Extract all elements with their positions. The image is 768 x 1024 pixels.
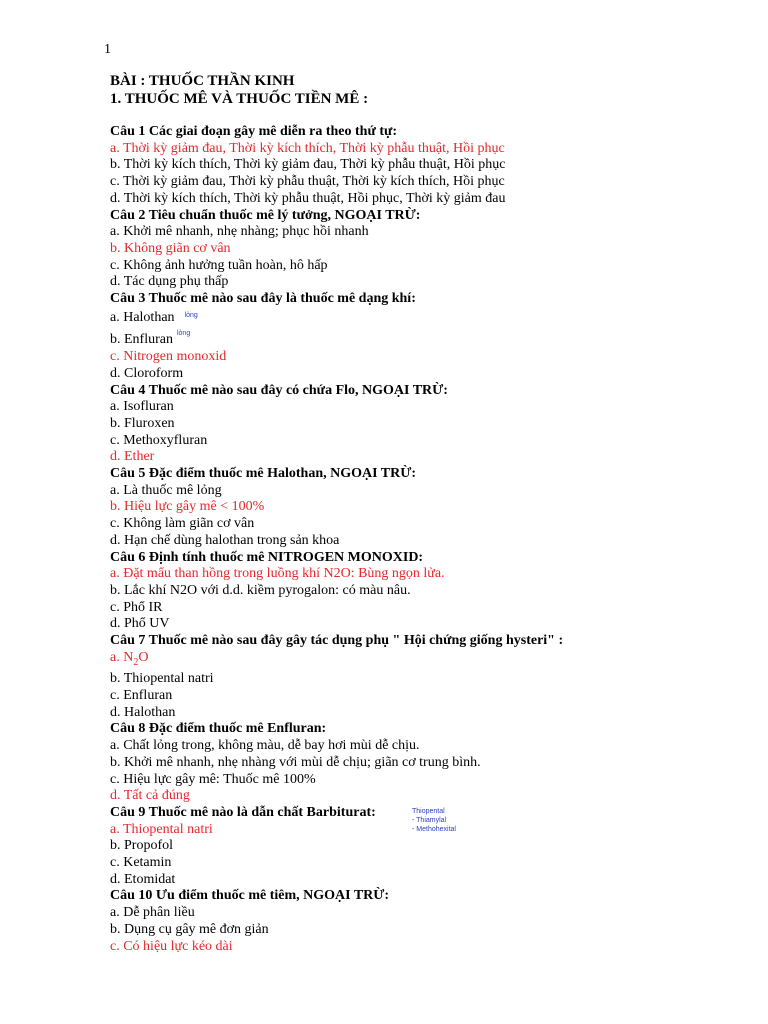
question-stem (110, 550, 750, 567)
answer-option-correct (110, 449, 750, 466)
option-text: d. Etomidat (110, 871, 176, 887)
answer-option (110, 583, 750, 600)
question-6 (110, 550, 750, 634)
document-body (110, 72, 750, 955)
option-text: d. Ether (110, 449, 155, 465)
option-text: c. Methoxyfluran (110, 432, 208, 448)
answer-option (110, 872, 750, 889)
option-text: b. Propofol (110, 838, 173, 854)
question-8 (110, 721, 750, 805)
option-text: c. Thời kỳ giảm đau, Thời kỳ phẫu thuật, Thời kỳ kích thích, Hồi phục (110, 174, 505, 190)
option-text: b. Dụng cụ gây mê đơn giản (110, 921, 269, 937)
question-stem (110, 721, 750, 738)
sidenote-line: - Methohexital (412, 825, 456, 833)
answer-option-correct (110, 650, 750, 672)
margin-note: lỏng (176, 330, 191, 338)
option-text: b. Hiệu lực gây mê < 100% (110, 499, 265, 515)
option-text: c. Không ảnh hưởng tuần hoàn, hô hấp (110, 257, 328, 273)
question-stem (110, 633, 750, 650)
answer-option (110, 616, 750, 633)
option-text: d. Tác dụng phụ thấp (110, 274, 229, 290)
margin-note: lỏng (184, 311, 198, 319)
question-9 (110, 805, 750, 889)
option-text: d. Halothan (110, 704, 176, 720)
answer-option (110, 516, 750, 533)
question-2 (110, 208, 750, 292)
option-text: c. Không làm giãn cơ vân (110, 516, 255, 532)
answer-option (110, 483, 750, 500)
option-text: d. Hạn chế dùng halothan trong sản khoa (110, 532, 340, 548)
question-stem (110, 291, 750, 308)
option-text: a. Thiopental natri (110, 821, 213, 837)
answer-option (110, 191, 750, 208)
answer-option (110, 366, 750, 383)
answer-option (110, 738, 750, 755)
answer-option (110, 838, 750, 855)
question-10 (110, 888, 750, 955)
answer-option (110, 157, 750, 174)
option-text: a. Dễ phân liều (110, 905, 195, 921)
answer-option-correct (110, 566, 750, 583)
option-text: a. Đặt mẩu than hồng trong luồng khí N2O: Bùng ngọn lửa. (110, 566, 445, 582)
option-text: a. Chất lỏng trong, không màu, dễ bay hơi mùi dễ chịu. (110, 738, 420, 754)
question-stem-text: Câu 1 Các giai đoạn gây mê diễn ra theo thứ tự: (110, 124, 398, 139)
lesson-title: BÀI : THUỐC THẦN KINH (110, 73, 295, 89)
question-stem (110, 466, 750, 483)
option-text: b. Không giãn cơ vân (110, 240, 231, 256)
answer-option (110, 855, 750, 872)
question-stem-text: Câu 2 Tiêu chuẩn thuốc mê lý tưởng, NGOẠI TRỪ: (110, 207, 421, 223)
question-4 (110, 383, 750, 467)
question-stem (110, 124, 750, 141)
option-text: b. Thời kỳ kích thích, Thời kỳ giảm đau, Thời kỳ phẫu thuật, Hồi phục (110, 157, 506, 173)
question-list (110, 124, 750, 955)
question-stem-text: Câu 10 Ưu điểm thuốc mê tiêm, NGOẠI TRỪ: (110, 888, 390, 904)
answer-option (110, 399, 750, 416)
option-text: c. Ketamin (110, 855, 172, 871)
option-text: d. Phổ UV (110, 616, 170, 632)
answer-option (110, 433, 750, 450)
question-stem-text: Câu 4 Thuốc mê nào sau đây có chứa Flo, NGOẠI TRỪ: (110, 382, 448, 398)
answer-option-correct (110, 788, 750, 805)
option-text: d. Cloroform (110, 365, 184, 381)
answer-option (110, 705, 750, 722)
answer-option (110, 688, 750, 705)
option-text: b. Enfluran (110, 332, 173, 348)
question-stem-text: Câu 5 Đặc điểm thuốc mê Halothan, NGOẠI TRỪ: (110, 466, 417, 482)
section-title: 1. THUỐC MÊ VÀ THUỐC TIỀN MÊ : (110, 91, 369, 107)
answer-option (110, 258, 750, 275)
answer-option-correct (110, 349, 750, 366)
option-text: d. Tất cả đúng (110, 788, 190, 804)
question-stem-text: Câu 7 Thuốc mê nào sau đây gây tác dụng phụ " Hội chứng giống hysteri" : (110, 633, 564, 649)
answer-option (110, 905, 750, 922)
option-text: b. Lắc khí N2O với d.d. kiềm pyrogalon: có màu nâu. (110, 582, 411, 598)
answer-option (110, 922, 750, 939)
question-7 (110, 633, 750, 721)
answer-option (110, 416, 750, 433)
option-text: c. Nitrogen monoxid (110, 349, 227, 365)
page-number: 1 (104, 42, 111, 57)
option-text: c. Phổ IR (110, 599, 163, 615)
question-3 (110, 291, 750, 383)
answer-option-correct (110, 141, 750, 158)
option-text: a. Halothan (110, 309, 175, 325)
answer-option (110, 274, 750, 291)
answer-option (110, 308, 750, 327)
answer-option (110, 755, 750, 772)
answer-option (110, 174, 750, 191)
option-text: a. Isofluran (110, 399, 174, 415)
question-stem (110, 208, 750, 225)
answer-option (110, 326, 750, 349)
option-text: c. Enfluran (110, 688, 173, 703)
option-text: a. Khởi mê nhanh, nhẹ nhàng; phục hồi nhanh (110, 224, 369, 240)
answer-option (110, 600, 750, 617)
answer-option-correct (110, 499, 750, 516)
answer-option (110, 772, 750, 789)
option-text: a. Thời kỳ giảm đau, Thời kỳ kích thích, Thời kỳ phẫu thuật, Hồi phục (110, 140, 505, 156)
question-stem-text: Câu 8 Đặc điểm thuốc mê Enfluran: (110, 721, 327, 737)
question-stem (110, 888, 750, 905)
sidenote-line: Thiopental (412, 807, 445, 815)
option-text: c. Có hiệu lực kéo dài (110, 938, 233, 954)
option-text: b. Fluroxen (110, 415, 175, 431)
answer-option (110, 533, 750, 550)
answer-option (110, 224, 750, 241)
option-text: b. Khởi mê nhanh, nhẹ nhàng với mùi dễ chịu; giãn cơ trung bình. (110, 754, 481, 770)
question-stem-text: Câu 6 Định tính thuốc mê NITROGEN MONOXID: (110, 549, 424, 565)
question-stem (110, 383, 750, 400)
answer-option (110, 671, 750, 688)
answer-option-correct (110, 939, 750, 956)
option-text: a. $N_2O$ (110, 649, 149, 668)
question-stem-text: Câu 9 Thuốc mê nào là dẫn chất Barbiturat: (110, 804, 376, 820)
sidenote-line: - Thiamylal (412, 816, 447, 824)
question-1 (110, 124, 750, 208)
question-stem-text: Câu 3 Thuốc mê nào sau đây là thuốc mê dạng khí: (110, 291, 416, 307)
option-text: a. Là thuốc mê lỏng (110, 482, 222, 498)
answer-option-correct (110, 241, 750, 258)
option-text: c. Hiệu lực gây mê: Thuốc mê 100% (110, 771, 316, 787)
question-5 (110, 466, 750, 550)
option-text: b. Thiopental natri (110, 671, 214, 687)
answer-option-correct (110, 822, 750, 839)
option-text: d. Thời kỳ kích thích, Thời kỳ phẫu thuật, Hồi phục, Thời kỳ giảm đau (110, 190, 506, 206)
